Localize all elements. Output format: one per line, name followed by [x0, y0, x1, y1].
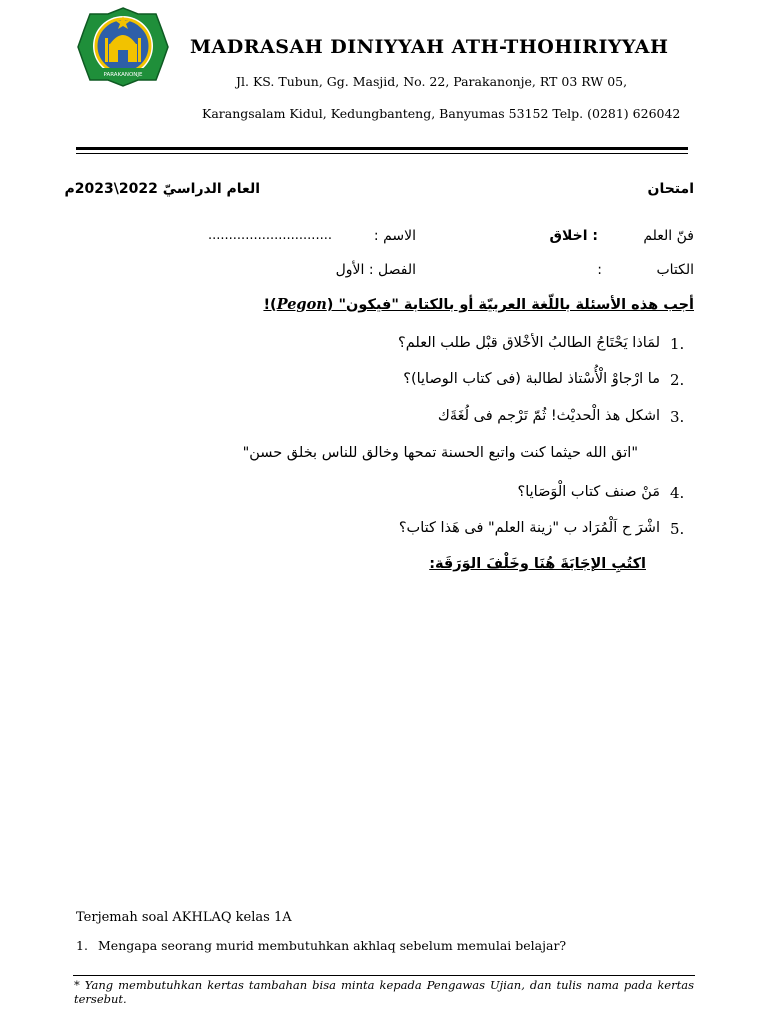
question-2: ما ارْجاوْ الْأُسْتاذ لطالبة (فى كتاب الوصايا)؟ — [403, 371, 660, 387]
address-line-1: Jl. KS. Tubun, Gg. Masjid, No. 22, Parakanonje, RT 03 RW 05, — [236, 74, 628, 89]
question-number: 2. — [670, 371, 685, 389]
translation-item-1: Mengapa seorang murid membutuhkan akhlaq sebelum memulai belajar? — [98, 938, 567, 953]
subject-value: : اخلاق — [549, 228, 598, 244]
question-5: اشْرَ ح اَلْمُرَاد ب "زينة العلم" فى هَذا كتاب؟ — [398, 520, 660, 536]
exam-label: امتحان — [647, 181, 694, 197]
name-label: الاسم : — [373, 228, 416, 244]
header-rule-thin — [76, 153, 688, 154]
write-answer-note: اكتُبِ الإجَابَةَ هُنَا وخَلْفَ الوَرَقَة: — [429, 556, 646, 572]
question-3: اشكل هذ الْحديْث! ثُمّ تَرْجم فى لُغَةَك — [437, 408, 660, 424]
question-4: مَنْ صنف كتاب الْوَصَايا؟ — [517, 484, 660, 500]
translation-title: Terjemah soal AKHLAQ kelas 1A — [76, 910, 292, 925]
question-number: 1. — [670, 335, 685, 353]
question-number: 4. — [670, 484, 685, 502]
instruction-text-before: أجب هذه الأسئلة باللّغة العربيّة أو بالكتابة "فيكون" ( — [326, 297, 694, 313]
academic-year: العام الدراسيّ 2022\2023م — [64, 181, 260, 197]
instruction — [263, 296, 694, 313]
question-1: لمَاذا يَحْتَاجُ الطالبُ الأخْلاق قبْل طلب العلم؟ — [398, 335, 660, 351]
school-name: MADRASAH DINIYYAH ATH-THOHIRIYYAH — [190, 36, 669, 58]
footnote-rule — [73, 975, 695, 976]
logo-caption: PARAKANONJE — [103, 72, 143, 78]
footnote: * Yang membutuhkan kertas tambahan bisa minta kepada Pengawas Ujian, dan tulis nama pada kertas tersebut. — [74, 978, 694, 1006]
name-blank: .............................. — [208, 228, 332, 243]
question-number: 5. — [670, 520, 685, 538]
header-rule-thick — [76, 147, 688, 150]
subject-label: فنّ العلم — [643, 228, 694, 244]
hadith-quote: "اتق الله حيثما كنت واتبع الحسنة تمحها وخالق للناس بخلق حسن" — [242, 445, 638, 461]
address-line-2: Karangsalam Kidul, Kedungbanteng, Banyumas 53152 Telp. (0281) 626042 — [202, 106, 681, 121]
class-label: الفصل : الأول — [335, 262, 416, 278]
book-colon: : — [597, 262, 602, 278]
instruction-text-after: )! — [263, 297, 277, 313]
question-number: 3. — [670, 408, 685, 426]
pegon-word: Pegon — [276, 296, 327, 313]
madrasah-logo — [76, 6, 170, 88]
book-label: الكتاب — [656, 262, 694, 278]
translation-number: 1. — [76, 938, 88, 953]
